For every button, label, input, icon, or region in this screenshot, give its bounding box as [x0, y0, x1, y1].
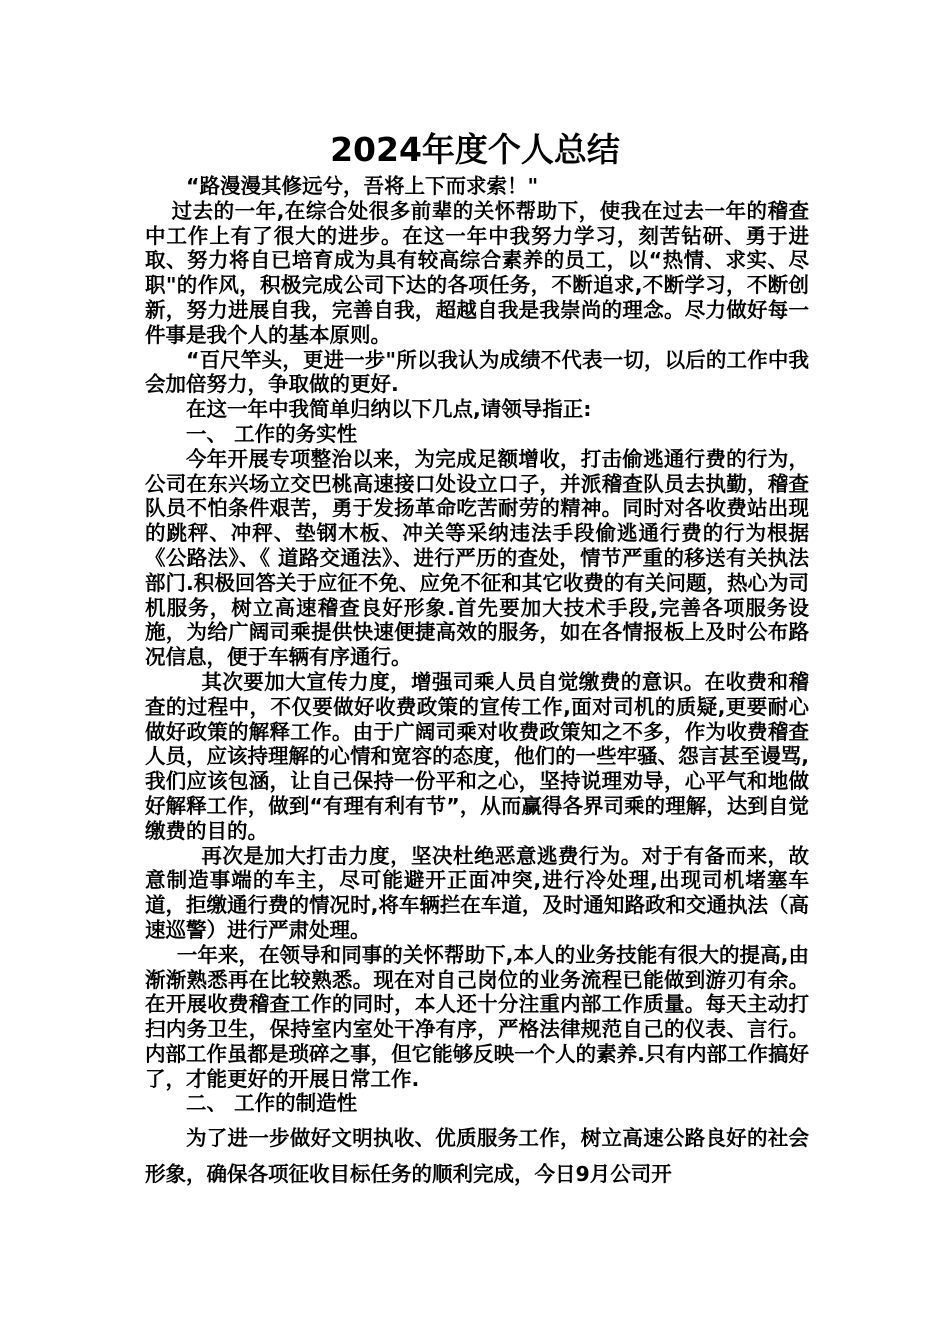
section-heading-2: 二、 工作的制造性 — [186, 1091, 358, 1116]
paragraph-intro: 过去的一年,在综合处很多前辈的关怀帮助下，使我在过去一年的稽查中工作上有了很大的进步。在这一年中我努力学习，刻苦钻研、勇于进取、努力将自已培育成为具有较高综合素养的员工，以“热情、求实、尽职"的作风，积极完成公司下达的各项任务，不断追求,不断学习，不断创新，努力进展自我，完善自我，超越自我是我崇尚的理念。尽力做好每一件事是我个人的基本原则。 — [145, 198, 809, 347]
paragraph-section1-a: 今年开展专项整治以来，为完成足额增收，打击偷逃通行费的行为，公司在东兴场立交巴桃高速接口处设立口子，并派稽查队员去执勤，稽查队员不怕条件艰苦，勇于发扬革命吃苦耐劳的精神。同时对各收费站出现的跳秤、冲秤、垫钢木板、冲关等采纳违法手段偷逃通行费的行为根据《公路法》、《 道路交通法》、进行严历的查处，情节严重的移送有关执法部门.积极回答关于应征不免、应免不征和其它收费的有关问题，热心为司机服务，树立高速稽查良好形象.首先要加大技术手段,完善各项服务设施，为给广阔司乘提供快速便捷高效的服务，如在各情报板上及时公布路况信息，便于车辆有序通行。 — [145, 446, 809, 670]
paragraph-summary-points: 在这一年中我简单归纳以下几点,请领导指正: — [186, 397, 592, 422]
document-body — [145, 174, 809, 1192]
paragraph-section1-b: 其次要加大宣传力度，增强司乘人员自觉缴费的意识。在收费和稽查的过程中，不仅要做好收费政策的宣传工作,面对司机的质疑,更要耐心做好政策的解释工作。由于广阔司乘对收费政策知之不多，作为收费稽查人员，应该持理解的心情和宽容的态度，他们的一些牢骚、怨言甚至谩骂,我们应该包涵，让自己保持一份平和之心，坚持说理劝导，心平气和地做好解释工作，做到“有理有利有节”，从而赢得各界司乘的理解，达到自觉缴费的目的。 — [145, 669, 809, 843]
opening-quote: “路漫漫其修远兮，吾将上下而求索！" — [186, 174, 539, 198]
section-heading-1: 一、 工作的务实性 — [186, 421, 358, 446]
paragraph-section1-c: 再次是加大打击力度，坚决杜绝恶意逃费行为。对于有备而来，故意制造事端的车主，尽可能避开正面冲突,进行冷处理,出现司机堵塞车道，拒缴通行费的情况时,将车辆拦在车道，及时通知路政和交通执法（高速巡警）进行严肃处理。 — [145, 843, 809, 942]
paragraph-quote: “百尺竿头，更进一步"所以我认为成绩不代表一切，以后的工作中我会加倍努力，争取做的更好. — [145, 347, 809, 397]
document-title: 2024年度个人总结 — [330, 130, 620, 169]
paragraph-section1-d: 一年来，在领导和同事的关怀帮助下,本人的业务技能有很大的提高,由渐渐熟悉再在比较熟悉。现在对自己岗位的业务流程已能做到游刃有余。在开展收费稽查工作的同时，本人还十分注重内部工作质量。每天主动打扫内务卫生，保持室内室处干净有序，严格法律规范自己的仪表、言行。内部工作虽都是琐碎之事，但它能够反映一个人的素养.只有内部工作搞好了，才能更好的开展日常工作. — [145, 942, 809, 1091]
paragraph-section2-a: 为了进一步做好文明执收、优质服务工作，树立高速公路良好的社会形象，确保各项征收目标任务的顺利完成，今日9月公司开 — [145, 1126, 809, 1187]
